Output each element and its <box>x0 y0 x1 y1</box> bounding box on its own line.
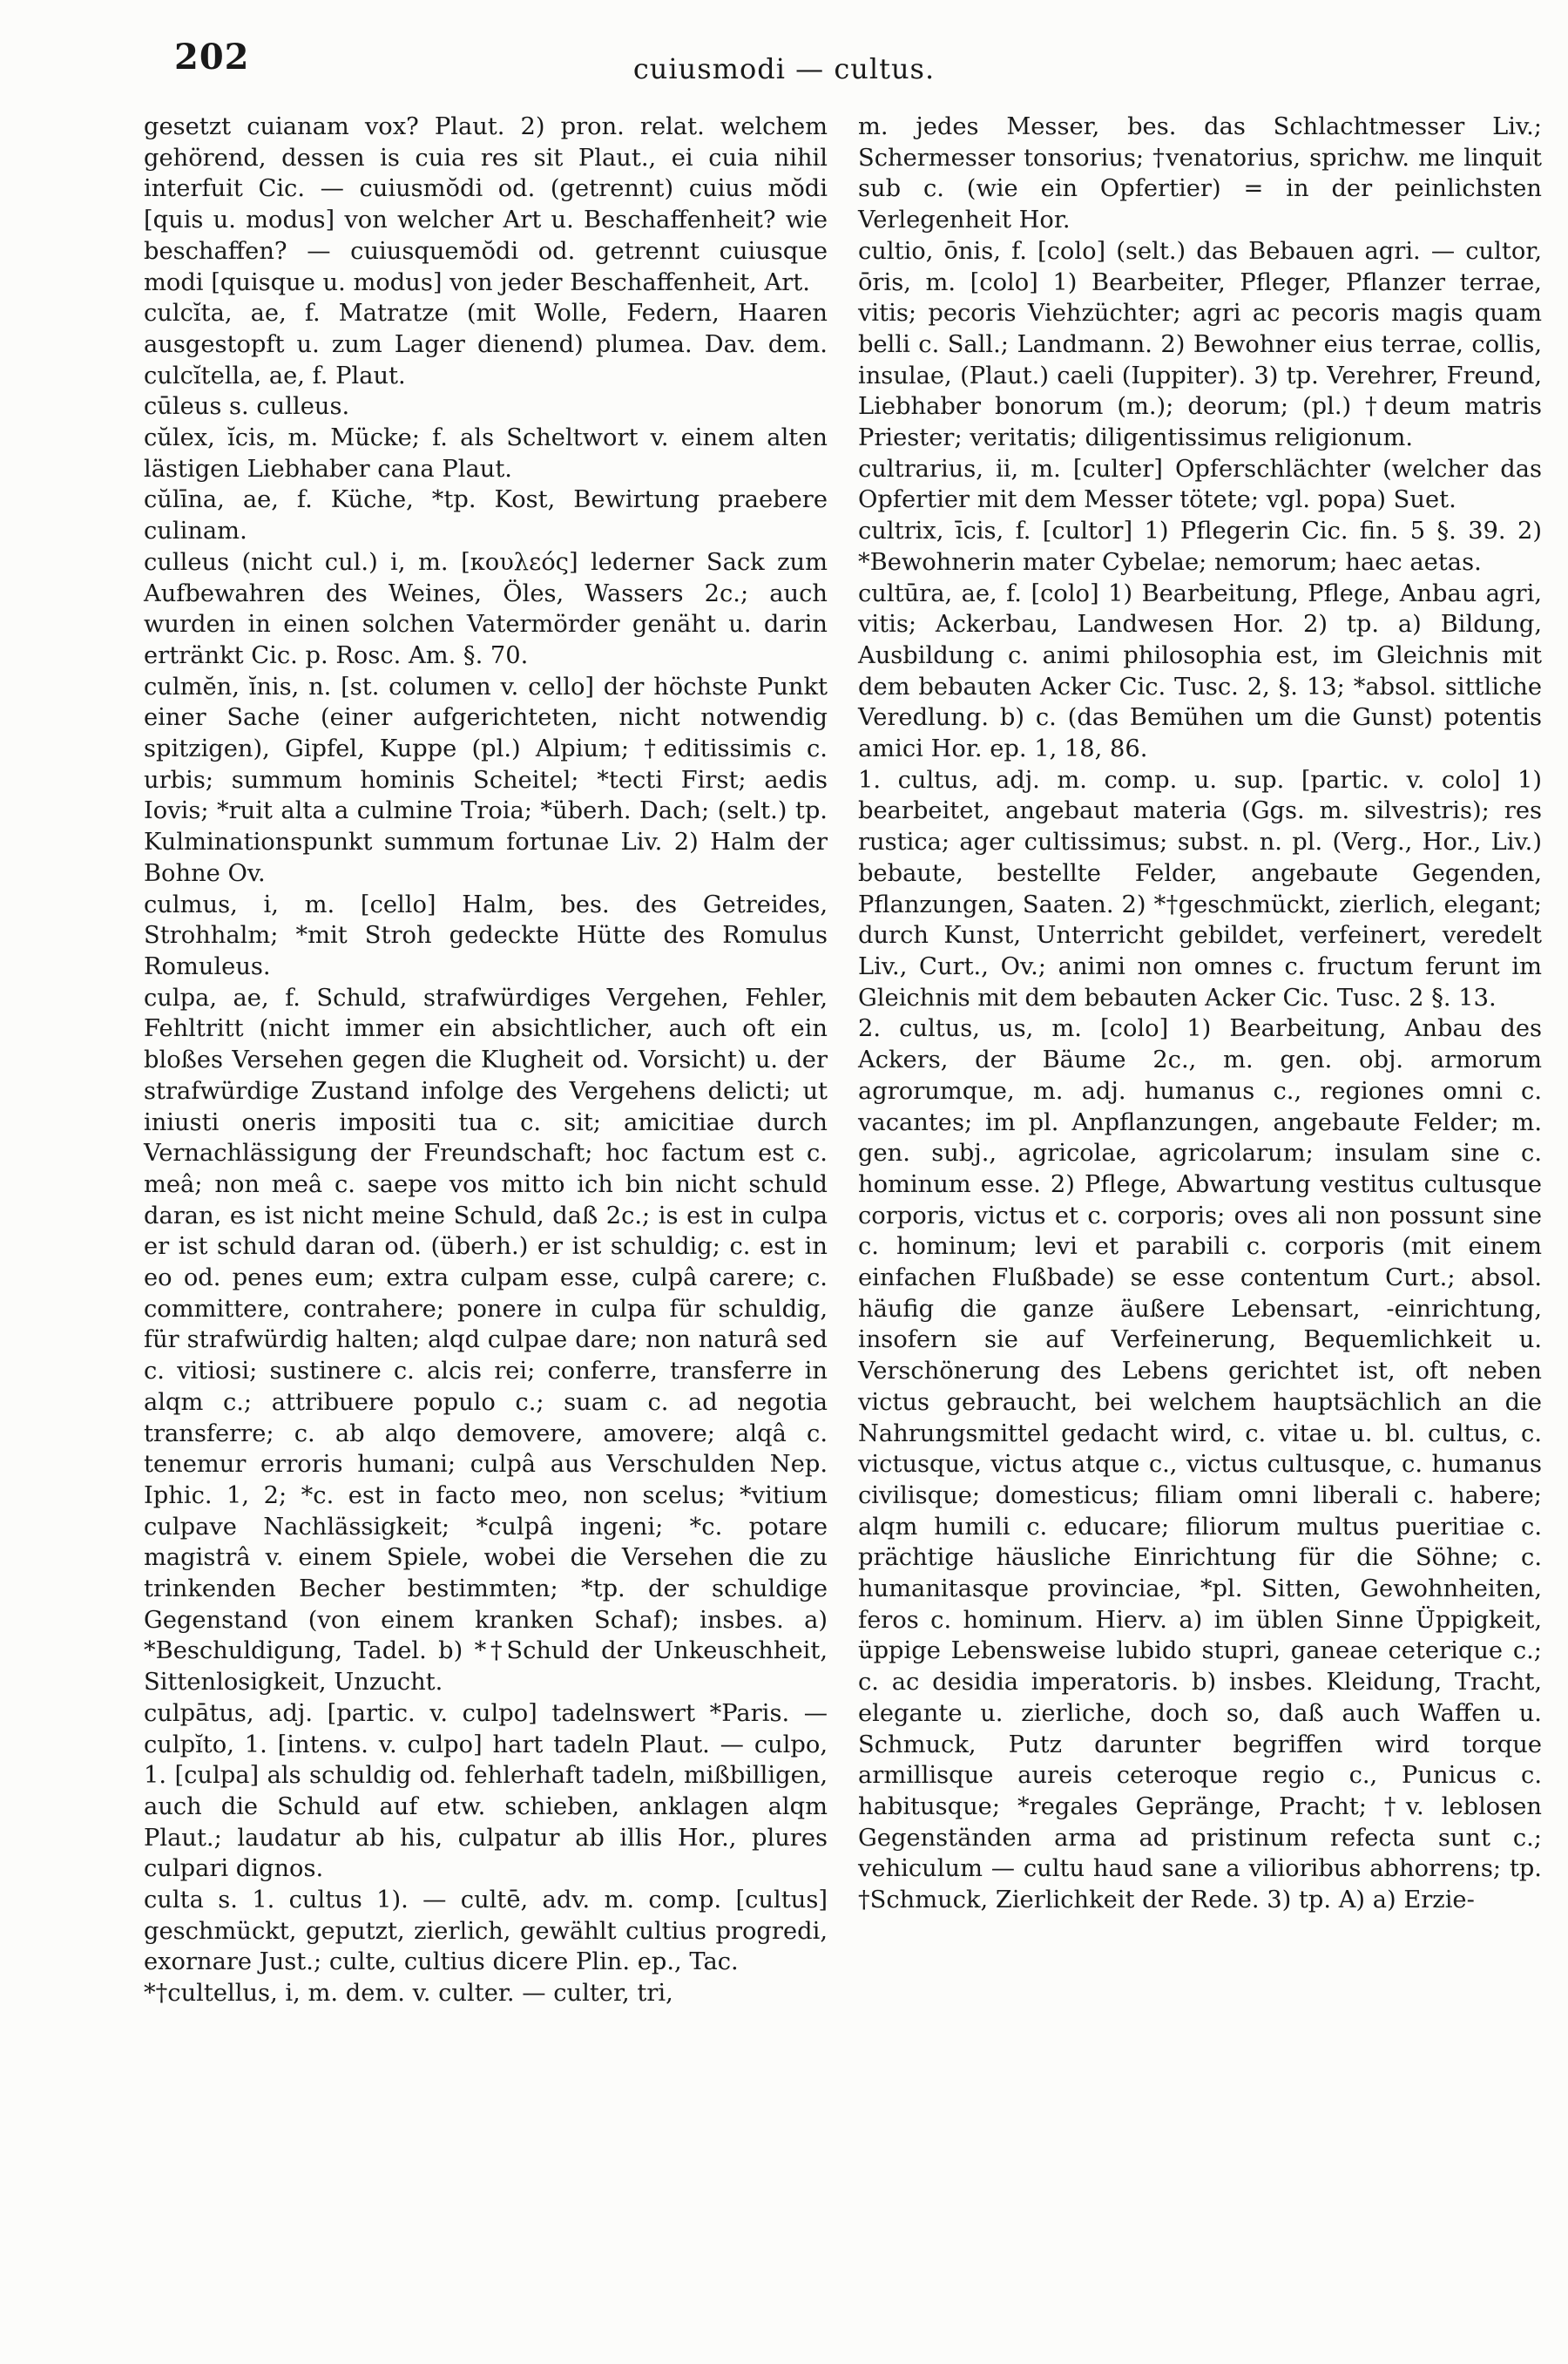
dictionary-entry: cultio, ōnis, f. [colo] (selt.) das Bebauen agri. — cultor, ōris, m. [colo] 1) Bearbeiter, Pfleger, Pflanzer terrae, vitis; pecoris Viehzüchter; agri ac pecoris magis quam belli c. Sall.; Landmann. 2) Bewohner eius terrae, collis, insulae, (Plaut.) caeli (Iuppiter). 3) tp. Verehrer, Freund, Liebhaber bonorum (m.); deorum; (pl.) †deum matris Priester; veritatis; diligentissimus religionum. <box>858 237 1542 452</box>
dictionary-entry: culmĕn, ĭnis, n. [st. columen v. cello] der höchste Punkt einer Sache (einer aufgerichteten, nicht notwendig spitzigen), Gipfel, Kuppe (pl.) Alpium; †editissimis c. urbis; summum hominis Scheitel; *tecti First; aedis Iovis; *ruit alta a culmine Troia; *überh. Dach; (selt.) tp. Kulminationspunkt summum fortunae Liv. 2) Halm der Bohne Ov. <box>144 673 828 887</box>
dictionary-entry: cŭlex, ĭcis, m. Mücke; f. als Scheltwort v. einem alten lästigen Liebhaber cana Plaut. <box>144 424 828 483</box>
dictionary-entry: culmus, i, m. [cello] Halm, bes. des Getreides, Strohhalm; *mit Stroh gedeckte Hütte des Romulus Romuleus. <box>144 891 828 980</box>
dictionary-entry: cultrarius, ii, m. [culter] Opferschlächter (welcher das Opfertier mit dem Messer tötete; vgl. popa) Suet. <box>858 455 1542 514</box>
dictionary-entry: cultrix, īcis, f. [cultor] 1) Pflegerin Cic. fin. 5 §. 39. 2) *Bewohnerin mater Cybelae; nemorum; haec aetas. <box>858 518 1542 576</box>
dictionary-entry: 2. cultus, us, m. [colo] 1) Bearbeitung, Anbau des Ackers, der Bäume 2c., m. gen. obj. armorum agrorumque, m. adj. humanus c., regiones omni c. vacantes; im pl. Anpflanzungen, angebaute Felder; m. gen. subj., agricolae, agricolarum; insulam sine c. hominum esse. 2) Pflege, Abwartung vestitus cultusque corporis, victus et c. corporis; oves ali non possunt sine c. hominum; levi et parabili c. corporis (mit einem einfachen Flußbade) se esse contentum Curt.; absol. häufig die ganze äußere Lebensart, -einrichtung, insofern sie auf Verfeinerung, Bequemlichkeit u. Verschönerung des Lebens gerichtet ist, oft neben victus gebraucht, bei welchem hauptsächlich an die Nahrungsmittel gedacht wird, c. vitae u. bl. cultus, c. victusque, victus atque c., victus cultusque, c. humanus civilisque; domesticus; filiam omni liberali c. habere; alqm humili c. educare; filiorum multus pueritiae c. prächtige häusliche Einrichtung für die Söhne; c. humanitasque provinciae, *pl. Sitten, Gewohnheiten, feros c. hominum. Hierv. a) im üblen Sinne Üppigkeit, üppige Lebensweise lubido stupri, ganeae ceterique c.; c. ac desidia imperatoris. b) insbes. Kleidung, Tracht, elegante u. zierliche, doch so, daß auch Waffen u. Schmuck, Putz darunter begriffen wird torque armillisque aureis ceteroque regio c., Punicus c. habitusque; *regales Gepränge, Pracht; †v. leblosen Gegenständen arma ad pristinum refecta sunt c.; vehiculum — cultu haud sane a vilioribus abhorrens; tp. †Schmuck, Zierlichkeit der Rede. 3) tp. A) a) Erzie- <box>858 1015 1542 1914</box>
dictionary-entry: m. jedes Messer, bes. das Schlachtmesser Liv.; Schermesser tonsorius; †venatorius, sprichw. me linquit sub c. (wie ein Opfertier) = in der peinlichsten Verlegenheit Hor. <box>858 113 1542 234</box>
right-column <box>858 112 1542 1916</box>
dictionary-entry: culpātus, adj. [partic. v. culpo] tadelnswert *Paris. — culpĭto, 1. [intens. v. culpo] hart tadeln Plaut. — culpo, 1. [culpa] als schuldig od. fehlerhaft tadeln, mißbilligen, auch die Schuld auf etw. schieben, anklagen alqm Plaut.; laudatur ab his, culpatur ab illis Hor., plures culpari dignos. <box>144 1699 828 1883</box>
dictionary-entry: culleus (nicht cul.) i, m. [κουλεός] lederner Sack zum Aufbewahren des Weines, Öles, Wassers 2c.; auch wurden in einen solchen Vatermörder genäht u. darin ertränkt Cic. p. Rosc. Am. §. 70. <box>144 548 828 669</box>
dictionary-entry: cūleus s. culleus. <box>144 393 350 421</box>
dictionary-entry: cŭlīna, ae, f. Küche, *tp. Kost, Bewirtung praebere culinam. <box>144 486 828 545</box>
dictionary-entry: gesetzt cuianam vox? Plaut. 2) pron. relat. welchem gehörend, dessen is cuia res sit Plaut., ei cuia nihil interfuit Cic. — cuiusmŏdi od. (getrennt) cuius mŏdi [quis u. modus] von welcher Art u. Beschaffenheit? wie beschaffen? — cuiusquemŏdi od. getrennt cuiusque modi [quisque u. modus] von jeder Beschaffenheit, Art. <box>144 113 828 296</box>
dictionary-entry: cultūra, ae, f. [colo] 1) Bearbeitung, Pflege, Anbau agri, vitis; Ackerbau, Landwesen Hor. 2) tp. a) Bildung, Ausbildung c. animi philosophia est, im Gleichnis mit dem bebauten Acker Cic. Tusc. 2, §. 13; *absol. sittliche Veredlung. b) c. (das Bemühen um die Gunst) potentis amici Hor. ep. 1, 18, 86. <box>858 579 1542 763</box>
dictionary-entry: culcĭta, ae, f. Matratze (mit Wolle, Federn, Haaren ausgestopft u. zum Lager dienend) plumea. Dav. dem. culcĭtella, ae, f. Plaut. <box>144 300 828 389</box>
left-column <box>144 112 828 2009</box>
dictionary-entry: culpa, ae, f. Schuld, strafwürdiges Vergehen, Fehler, Fehltritt (nicht immer ein absichtlicher, auch oft ein bloßes Versehen gegen die Klugheit od. Vorsicht) u. der strafwürdige Zustand infolge des Vergehens delicti; ut iniusti oneris impositi tua c. sit; amicitiae durch Vernachlässigung der Freundschaft; hoc factum est c. meâ; non meâ c. saepe vos mitto ich bin nicht schuld daran, es ist nicht meine Schuld, daß 2c.; is est in culpa er ist schuld daran od. (überh.) er ist schuldig; c. est in eo od. penes eum; extra culpam esse, culpâ carere; c. committere, contrahere; ponere in culpa für schuldig, für strafwürdig halten; alqd culpae dare; non naturâ sed c. vitiosi; sustinere c. alcis rei; conferre, transferre in alqm c.; attribuere populo c.; suam c. ad negotia transferre; c. ab alqo demovere, amovere; alqâ c. tenemur erroris humani; culpâ aus Verschulden Nep. Iphic. 1, 2; *c. est in facto meo, non scelus; *vitium culpave Nachlässigkeit; *culpâ ingeni; *c. potare magistrâ v. einem Spiele, wobei die Versehen die zu trinkenden Becher bestimmten; *tp. der schuldige Gegenstand (von einem kranken Schaf); insbes. a) *Beschuldigung, Tadel. b) *†Schuld der Unkeuschheit, Sittenlosigkeit, Unzucht. <box>144 984 828 1697</box>
dictionary-entry: culta s. 1. cultus 1). — cultē, adv. m. comp. [cultus] geschmückt, geputzt, zierlich, gewählt cultius progredi, exornare Just.; culte, cultius dicere Plin. ep., Tac. <box>144 1886 828 1976</box>
running-head: cuiusmodi — cultus. <box>632 52 936 85</box>
dictionary-entry: 1. cultus, adj. m. comp. u. sup. [partic. v. colo] 1) bearbeitet, angebaut materia (Ggs. m. silvestris); res rustica; ager cultissimus; subst. n. pl. (Verg., Hor., Liv.) bebaute, bestellte Felder, angebaute Gegenden, Pflanzungen, Saaten. 2) *†geschmückt, zierlich, elegant; durch Kunst, Unterricht gebildet, verfeinert, veredelt Liv., Curt., Ov.; animi non omnes c. fructum ferunt im Gleichnis mit dem bebauten Acker Cic. Tusc. 2 §. 13. <box>858 766 1542 1012</box>
dictionary-entry: *†cultellus, i, m. dem. v. culter. — culter, tri, <box>144 1980 673 2008</box>
page-number: 202 <box>174 37 250 78</box>
